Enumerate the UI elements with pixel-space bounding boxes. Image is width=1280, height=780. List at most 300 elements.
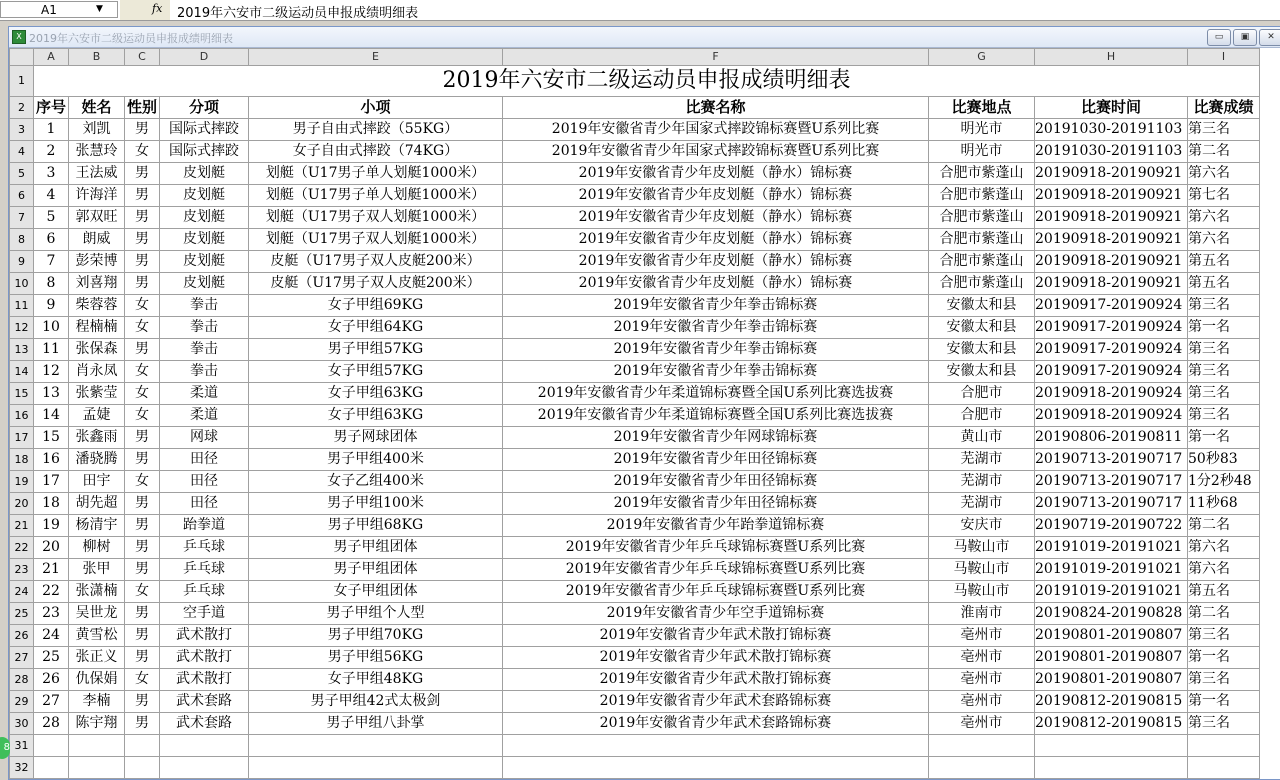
table-cell[interactable]: 男 (125, 207, 160, 229)
table-cell[interactable]: 男 (125, 229, 160, 251)
table-cell[interactable]: 柔道 (160, 383, 249, 405)
table-cell[interactable]: 20190918-20190921 (1035, 207, 1188, 229)
table-cell[interactable]: 20190801-20190807 (1035, 647, 1188, 669)
table-cell[interactable]: 20191030-20191103 (1035, 141, 1188, 163)
table-cell[interactable] (503, 735, 929, 757)
row-header[interactable]: 15 (10, 383, 34, 405)
table-cell[interactable] (69, 735, 125, 757)
table-cell[interactable]: 男 (125, 449, 160, 471)
table-cell[interactable] (125, 757, 160, 779)
table-cell[interactable]: 武术套路 (160, 691, 249, 713)
table-cell[interactable]: 张慧玲 (69, 141, 125, 163)
table-cell[interactable]: 2019年安徽省青少年武术套路锦标赛 (503, 713, 929, 735)
table-cell[interactable]: 20190806-20190811 (1035, 427, 1188, 449)
table-cell[interactable]: 10 (34, 317, 69, 339)
table-cell[interactable]: 武术散打 (160, 669, 249, 691)
table-cell[interactable]: 2019年安徽省青少年拳击锦标赛 (503, 317, 929, 339)
table-cell[interactable]: 男 (125, 119, 160, 141)
table-cell[interactable] (929, 757, 1035, 779)
table-cell[interactable]: 女 (125, 471, 160, 493)
table-cell[interactable]: 合肥市紫蓬山 (929, 229, 1035, 251)
table-cell[interactable]: 男子甲组400米 (249, 449, 503, 471)
row-header[interactable]: 11 (10, 295, 34, 317)
table-cell[interactable]: 合肥市紫蓬山 (929, 273, 1035, 295)
table-cell[interactable]: 安徽太和县 (929, 339, 1035, 361)
table-cell[interactable]: 亳州市 (929, 647, 1035, 669)
table-cell[interactable] (160, 735, 249, 757)
table-cell[interactable]: 2019年安徽省青少年乒乓球锦标赛暨U系列比赛 (503, 581, 929, 603)
column-header[interactable]: F (503, 49, 929, 66)
table-cell[interactable]: 11 (34, 339, 69, 361)
row-header[interactable]: 8 (10, 229, 34, 251)
table-cell[interactable]: 女子甲组48KG (249, 669, 503, 691)
table-cell[interactable]: 合肥市紫蓬山 (929, 207, 1035, 229)
table-cell[interactable]: 田径 (160, 449, 249, 471)
table-cell[interactable]: 2019年安徽省青少年乒乓球锦标赛暨U系列比赛 (503, 537, 929, 559)
close-button[interactable]: ✕ (1259, 29, 1280, 46)
table-cell[interactable]: 女子甲组64KG (249, 317, 503, 339)
table-cell[interactable]: 2019年安徽省青少年皮划艇（静水）锦标赛 (503, 273, 929, 295)
fx-icon[interactable]: fx (152, 2, 163, 15)
table-cell[interactable]: 田宇 (69, 471, 125, 493)
table-cell[interactable]: 皮划艇 (160, 273, 249, 295)
table-cell[interactable]: 女子甲组63KG (249, 405, 503, 427)
table-cell[interactable]: 柴蓉蓉 (69, 295, 125, 317)
row-header[interactable]: 5 (10, 163, 34, 185)
table-cell[interactable]: 男子甲组68KG (249, 515, 503, 537)
table-cell[interactable]: 20190812-20190815 (1035, 713, 1188, 735)
table-cell[interactable]: 女子乙组400米 (249, 471, 503, 493)
row-header[interactable]: 24 (10, 581, 34, 603)
table-cell[interactable]: 安徽太和县 (929, 295, 1035, 317)
table-cell[interactable]: 跆拳道 (160, 515, 249, 537)
table-cell[interactable]: 第三名 (1188, 669, 1260, 691)
dropdown-arrow-icon[interactable]: ▼ (96, 4, 103, 14)
table-cell[interactable]: 女 (125, 669, 160, 691)
table-cell[interactable]: 2019年安徽省青少年武术散打锦标赛 (503, 647, 929, 669)
table-cell[interactable]: 男子甲组70KG (249, 625, 503, 647)
table-cell[interactable] (34, 735, 69, 757)
table-cell[interactable]: 22 (34, 581, 69, 603)
table-cell[interactable] (160, 757, 249, 779)
table-cell[interactable]: 2019年安徽省青少年拳击锦标赛 (503, 339, 929, 361)
table-cell[interactable]: 2019年安徽省青少年跆拳道锦标赛 (503, 515, 929, 537)
table-cell[interactable]: 第一名 (1188, 317, 1260, 339)
table-cell[interactable]: 2019年安徽省青少年皮划艇（静水）锦标赛 (503, 229, 929, 251)
table-cell[interactable]: 2 (34, 141, 69, 163)
table-cell[interactable]: 16 (34, 449, 69, 471)
floating-widget-icon[interactable]: 8 (0, 737, 10, 759)
table-cell[interactable] (69, 757, 125, 779)
row-header[interactable]: 7 (10, 207, 34, 229)
table-cell[interactable] (125, 735, 160, 757)
table-cell[interactable]: 第三名 (1188, 339, 1260, 361)
row-header[interactable]: 1 (10, 66, 34, 97)
table-cell[interactable]: 空手道 (160, 603, 249, 625)
table-cell[interactable]: 张正义 (69, 647, 125, 669)
table-cell[interactable]: 男 (125, 273, 160, 295)
table-cell[interactable] (503, 757, 929, 779)
table-cell[interactable]: 男子甲组团体 (249, 537, 503, 559)
table-cell[interactable]: 20191019-20191021 (1035, 537, 1188, 559)
table-cell[interactable]: 仇保娟 (69, 669, 125, 691)
table-cell[interactable] (1035, 757, 1188, 779)
table-cell[interactable]: 2019年安徽省青少年乒乓球锦标赛暨U系列比赛 (503, 559, 929, 581)
table-cell[interactable]: 1分2秒48 (1188, 471, 1260, 493)
row-header[interactable]: 25 (10, 603, 34, 625)
table-cell[interactable]: 20190917-20190924 (1035, 295, 1188, 317)
table-cell[interactable]: 女子甲组57KG (249, 361, 503, 383)
table-cell[interactable]: 亳州市 (929, 669, 1035, 691)
table-cell[interactable]: 国际式摔跤 (160, 119, 249, 141)
table-cell[interactable]: 合肥市 (929, 383, 1035, 405)
row-header[interactable]: 30 (10, 713, 34, 735)
select-all-corner[interactable] (10, 49, 34, 66)
table-cell[interactable] (249, 757, 503, 779)
table-cell[interactable]: 2019年安徽省青少年田径锦标赛 (503, 449, 929, 471)
row-header[interactable]: 20 (10, 493, 34, 515)
table-cell[interactable]: 皮艇（U17男子双人皮艇200米） (249, 251, 503, 273)
table-cell[interactable]: 20190713-20190717 (1035, 493, 1188, 515)
table-cell[interactable]: 20190918-20190921 (1035, 273, 1188, 295)
table-cell[interactable]: 20190824-20190828 (1035, 603, 1188, 625)
table-header-cell[interactable]: 小项 (249, 97, 503, 119)
table-cell[interactable]: 皮划艇 (160, 251, 249, 273)
table-cell[interactable]: 孟婕 (69, 405, 125, 427)
table-header-cell[interactable]: 姓名 (69, 97, 125, 119)
table-header-cell[interactable]: 比赛成绩 (1188, 97, 1260, 119)
table-cell[interactable]: 皮划艇 (160, 163, 249, 185)
table-header-cell[interactable]: 比赛地点 (929, 97, 1035, 119)
table-cell[interactable]: 陈宇翔 (69, 713, 125, 735)
table-cell[interactable]: 2019年安徽省青少年国家式摔跤锦标赛暨U系列比赛 (503, 119, 929, 141)
row-header[interactable]: 22 (10, 537, 34, 559)
table-cell[interactable]: 男 (125, 163, 160, 185)
table-cell[interactable]: 11秒68 (1188, 493, 1260, 515)
table-cell[interactable]: 27 (34, 691, 69, 713)
table-cell[interactable]: 男 (125, 537, 160, 559)
table-cell[interactable]: 芜湖市 (929, 471, 1035, 493)
table-cell[interactable]: 合肥市 (929, 405, 1035, 427)
table-cell[interactable]: 网球 (160, 427, 249, 449)
table-cell[interactable]: 第二名 (1188, 515, 1260, 537)
table-cell[interactable]: 17 (34, 471, 69, 493)
table-cell[interactable]: 合肥市紫蓬山 (929, 185, 1035, 207)
table-cell[interactable]: 20191019-20191021 (1035, 559, 1188, 581)
row-header[interactable]: 16 (10, 405, 34, 427)
table-cell[interactable]: 张保森 (69, 339, 125, 361)
table-cell[interactable]: 男子网球团体 (249, 427, 503, 449)
table-cell[interactable]: 男子甲组56KG (249, 647, 503, 669)
table-cell[interactable]: 19 (34, 515, 69, 537)
table-cell[interactable]: 女 (125, 141, 160, 163)
table-cell[interactable]: 2019年安徽省青少年空手道锦标赛 (503, 603, 929, 625)
table-cell[interactable]: 20190713-20190717 (1035, 471, 1188, 493)
table-cell[interactable]: 18 (34, 493, 69, 515)
table-cell[interactable]: 男 (125, 625, 160, 647)
table-cell[interactable]: 张潇楠 (69, 581, 125, 603)
row-header[interactable]: 27 (10, 647, 34, 669)
table-cell[interactable]: 黄山市 (929, 427, 1035, 449)
sheet-grid[interactable] (9, 48, 1260, 779)
table-header-cell[interactable]: 序号 (34, 97, 69, 119)
table-cell[interactable]: 26 (34, 669, 69, 691)
row-header[interactable]: 10 (10, 273, 34, 295)
table-cell[interactable]: 女子甲组团体 (249, 581, 503, 603)
table-cell[interactable]: 女 (125, 581, 160, 603)
row-header[interactable]: 31 (10, 735, 34, 757)
table-cell[interactable]: 2019年安徽省青少年田径锦标赛 (503, 471, 929, 493)
column-header[interactable]: E (249, 49, 503, 66)
table-cell[interactable]: 男子甲组个人型 (249, 603, 503, 625)
table-cell[interactable]: 25 (34, 647, 69, 669)
table-cell[interactable]: 男 (125, 339, 160, 361)
table-cell[interactable]: 20190917-20190924 (1035, 339, 1188, 361)
table-cell[interactable]: 20191019-20191021 (1035, 581, 1188, 603)
column-header[interactable]: G (929, 49, 1035, 66)
table-cell[interactable]: 男 (125, 713, 160, 735)
column-header[interactable]: I (1188, 49, 1260, 66)
table-cell[interactable]: 9 (34, 295, 69, 317)
table-cell[interactable]: 20190812-20190815 (1035, 691, 1188, 713)
table-cell[interactable]: 潘骁腾 (69, 449, 125, 471)
table-cell[interactable]: 女 (125, 361, 160, 383)
table-cell[interactable]: 20190918-20190921 (1035, 163, 1188, 185)
table-cell[interactable]: 第三名 (1188, 405, 1260, 427)
table-cell[interactable]: 2019年安徽省青少年拳击锦标赛 (503, 361, 929, 383)
table-cell[interactable]: 20 (34, 537, 69, 559)
table-cell[interactable]: 2019年安徽省青少年田径锦标赛 (503, 493, 929, 515)
window-titlebar[interactable] (9, 27, 1280, 48)
table-cell[interactable]: 乒乓球 (160, 581, 249, 603)
table-cell[interactable] (929, 735, 1035, 757)
table-cell[interactable]: 2019年安徽省青少年国家式摔跤锦标赛暨U系列比赛 (503, 141, 929, 163)
table-cell[interactable]: 划艇（U17男子单人划艇1000米） (249, 185, 503, 207)
table-cell[interactable]: 乒乓球 (160, 537, 249, 559)
table-cell[interactable]: 1 (34, 119, 69, 141)
table-cell[interactable]: 男 (125, 559, 160, 581)
row-header[interactable]: 17 (10, 427, 34, 449)
table-cell[interactable]: 刘喜翔 (69, 273, 125, 295)
row-header[interactable]: 9 (10, 251, 34, 273)
table-cell[interactable]: 拳击 (160, 339, 249, 361)
table-cell[interactable]: 马鞍山市 (929, 537, 1035, 559)
table-cell[interactable]: 划艇（U17男子双人划艇1000米） (249, 207, 503, 229)
table-cell[interactable]: 合肥市紫蓬山 (929, 163, 1035, 185)
table-cell[interactable]: 12 (34, 361, 69, 383)
table-cell[interactable]: 2019年安徽省青少年皮划艇（静水）锦标赛 (503, 207, 929, 229)
table-cell[interactable]: 第六名 (1188, 537, 1260, 559)
table-header-cell[interactable]: 比赛名称 (503, 97, 929, 119)
table-cell[interactable]: 皮划艇 (160, 229, 249, 251)
column-header[interactable]: A (34, 49, 69, 66)
table-cell[interactable]: 国际式摔跤 (160, 141, 249, 163)
table-cell[interactable]: 男 (125, 185, 160, 207)
table-cell[interactable]: 皮划艇 (160, 185, 249, 207)
table-cell[interactable]: 女子甲组69KG (249, 295, 503, 317)
table-cell[interactable]: 第一名 (1188, 647, 1260, 669)
table-cell[interactable]: 2019年安徽省青少年柔道锦标赛暨全国U系列比赛选拔赛 (503, 383, 929, 405)
table-cell[interactable] (1188, 735, 1260, 757)
table-cell[interactable]: 刘凯 (69, 119, 125, 141)
table-cell[interactable]: 男子甲组57KG (249, 339, 503, 361)
table-cell[interactable]: 皮划艇 (160, 207, 249, 229)
table-cell[interactable]: 第三名 (1188, 119, 1260, 141)
table-cell[interactable]: 安徽太和县 (929, 361, 1035, 383)
table-cell[interactable]: 第七名 (1188, 185, 1260, 207)
table-cell[interactable]: 张紫莹 (69, 383, 125, 405)
table-cell[interactable]: 第三名 (1188, 713, 1260, 735)
table-cell[interactable]: 乒乓球 (160, 559, 249, 581)
table-cell[interactable]: 拳击 (160, 361, 249, 383)
table-cell[interactable]: 女 (125, 317, 160, 339)
table-cell[interactable]: 2019年安徽省青少年柔道锦标赛暨全国U系列比赛选拔赛 (503, 405, 929, 427)
table-cell[interactable]: 第五名 (1188, 581, 1260, 603)
table-cell[interactable]: 芜湖市 (929, 493, 1035, 515)
table-cell[interactable]: 第一名 (1188, 427, 1260, 449)
table-cell[interactable]: 马鞍山市 (929, 581, 1035, 603)
row-header[interactable]: 19 (10, 471, 34, 493)
table-cell[interactable]: 女 (125, 405, 160, 427)
table-cell[interactable]: 男 (125, 515, 160, 537)
table-cell[interactable]: 第六名 (1188, 207, 1260, 229)
table-cell[interactable]: 男子甲组42式太极剑 (249, 691, 503, 713)
table-cell[interactable]: 20190918-20190924 (1035, 405, 1188, 427)
table-cell[interactable]: 第五名 (1188, 251, 1260, 273)
table-cell[interactable] (249, 735, 503, 757)
table-header-cell[interactable]: 分项 (160, 97, 249, 119)
table-cell[interactable]: 吴世龙 (69, 603, 125, 625)
table-cell[interactable]: 第三名 (1188, 383, 1260, 405)
table-cell[interactable]: 2019年安徽省青少年皮划艇（静水）锦标赛 (503, 251, 929, 273)
table-cell[interactable]: 朗威 (69, 229, 125, 251)
table-cell[interactable]: 胡先超 (69, 493, 125, 515)
row-header[interactable]: 32 (10, 757, 34, 779)
row-header[interactable]: 12 (10, 317, 34, 339)
table-cell[interactable]: 张鑫雨 (69, 427, 125, 449)
table-cell[interactable]: 2019年安徽省青少年武术散打锦标赛 (503, 669, 929, 691)
table-cell[interactable] (34, 757, 69, 779)
table-cell[interactable]: 田径 (160, 471, 249, 493)
table-cell[interactable]: 20190917-20190924 (1035, 317, 1188, 339)
table-cell[interactable]: 第六名 (1188, 163, 1260, 185)
table-cell[interactable]: 男 (125, 493, 160, 515)
table-cell[interactable]: 马鞍山市 (929, 559, 1035, 581)
table-cell[interactable]: 柳树 (69, 537, 125, 559)
table-cell[interactable]: 男子甲组100米 (249, 493, 503, 515)
table-cell[interactable] (1188, 757, 1260, 779)
table-cell[interactable]: 2019年安徽省青少年武术散打锦标赛 (503, 625, 929, 647)
row-header[interactable]: 2 (10, 97, 34, 119)
table-cell[interactable]: 15 (34, 427, 69, 449)
column-header[interactable]: C (125, 49, 160, 66)
table-cell[interactable]: 20191030-20191103 (1035, 119, 1188, 141)
table-cell[interactable]: 第六名 (1188, 559, 1260, 581)
table-cell[interactable]: 8 (34, 273, 69, 295)
row-header[interactable]: 26 (10, 625, 34, 647)
table-cell[interactable]: 24 (34, 625, 69, 647)
table-cell[interactable]: 郭双旺 (69, 207, 125, 229)
row-header[interactable]: 14 (10, 361, 34, 383)
table-cell[interactable]: 男子甲组八卦掌 (249, 713, 503, 735)
minimize-button[interactable]: ▭ (1207, 29, 1231, 46)
table-cell[interactable]: 明光市 (929, 141, 1035, 163)
table-cell[interactable]: 2019年安徽省青少年皮划艇（静水）锦标赛 (503, 163, 929, 185)
table-cell[interactable]: 安徽太和县 (929, 317, 1035, 339)
table-cell[interactable]: 程楠楠 (69, 317, 125, 339)
table-cell[interactable]: 武术散打 (160, 625, 249, 647)
table-cell[interactable]: 安庆市 (929, 515, 1035, 537)
table-cell[interactable]: 20190918-20190921 (1035, 251, 1188, 273)
table-cell[interactable]: 50秒83 (1188, 449, 1260, 471)
table-cell[interactable]: 彭荣博 (69, 251, 125, 273)
table-cell[interactable]: 20190917-20190924 (1035, 361, 1188, 383)
table-cell[interactable]: 男子甲组团体 (249, 559, 503, 581)
table-cell[interactable]: 亳州市 (929, 625, 1035, 647)
column-header[interactable]: B (69, 49, 125, 66)
row-header[interactable]: 21 (10, 515, 34, 537)
table-cell[interactable]: 5 (34, 207, 69, 229)
table-cell[interactable]: 肖永凤 (69, 361, 125, 383)
table-cell[interactable]: 亳州市 (929, 691, 1035, 713)
table-cell[interactable]: 女子自由式摔跤（74KG） (249, 141, 503, 163)
row-header[interactable]: 4 (10, 141, 34, 163)
table-cell[interactable]: 李楠 (69, 691, 125, 713)
table-cell[interactable]: 20190918-20190924 (1035, 383, 1188, 405)
table-cell[interactable]: 6 (34, 229, 69, 251)
table-cell[interactable]: 20190801-20190807 (1035, 669, 1188, 691)
table-cell[interactable]: 女 (125, 383, 160, 405)
table-cell[interactable]: 划艇（U17男子双人划艇1000米） (249, 229, 503, 251)
table-cell[interactable]: 第三名 (1188, 361, 1260, 383)
table-cell[interactable]: 拳击 (160, 317, 249, 339)
row-header[interactable]: 13 (10, 339, 34, 361)
table-cell[interactable]: 黄雪松 (69, 625, 125, 647)
table-cell[interactable]: 2019年安徽省青少年拳击锦标赛 (503, 295, 929, 317)
table-cell[interactable]: 杨清宇 (69, 515, 125, 537)
table-cell[interactable]: 合肥市紫蓬山 (929, 251, 1035, 273)
table-cell[interactable]: 划艇（U17男子单人划艇1000米） (249, 163, 503, 185)
table-cell[interactable]: 男 (125, 603, 160, 625)
table-cell[interactable]: 2019年安徽省青少年网球锦标赛 (503, 427, 929, 449)
table-cell[interactable]: 拳击 (160, 295, 249, 317)
table-cell[interactable]: 女 (125, 295, 160, 317)
table-cell[interactable]: 20190801-20190807 (1035, 625, 1188, 647)
table-cell[interactable]: 20190918-20190921 (1035, 185, 1188, 207)
table-cell[interactable]: 皮艇（U17男子双人皮艇200米） (249, 273, 503, 295)
sheet-title[interactable]: 2019年六安市二级运动员申报成绩明细表 (34, 66, 1260, 97)
table-cell[interactable]: 第二名 (1188, 603, 1260, 625)
restore-button[interactable]: ▣ (1233, 29, 1257, 46)
table-cell[interactable]: 男 (125, 251, 160, 273)
table-cell[interactable]: 3 (34, 163, 69, 185)
row-header[interactable]: 6 (10, 185, 34, 207)
table-cell[interactable]: 2019年安徽省青少年武术套路锦标赛 (503, 691, 929, 713)
table-header-cell[interactable]: 性别 (125, 97, 160, 119)
table-cell[interactable]: 20190918-20190921 (1035, 229, 1188, 251)
table-cell[interactable]: 武术散打 (160, 647, 249, 669)
row-header[interactable]: 18 (10, 449, 34, 471)
table-cell[interactable]: 男子自由式摔跤（55KG） (249, 119, 503, 141)
table-cell[interactable]: 第五名 (1188, 273, 1260, 295)
row-header[interactable]: 28 (10, 669, 34, 691)
row-header[interactable]: 3 (10, 119, 34, 141)
table-cell[interactable]: 第三名 (1188, 295, 1260, 317)
column-header[interactable]: H (1035, 49, 1188, 66)
table-cell[interactable]: 亳州市 (929, 713, 1035, 735)
table-cell[interactable]: 2019年安徽省青少年皮划艇（静水）锦标赛 (503, 185, 929, 207)
table-cell[interactable]: 张甲 (69, 559, 125, 581)
